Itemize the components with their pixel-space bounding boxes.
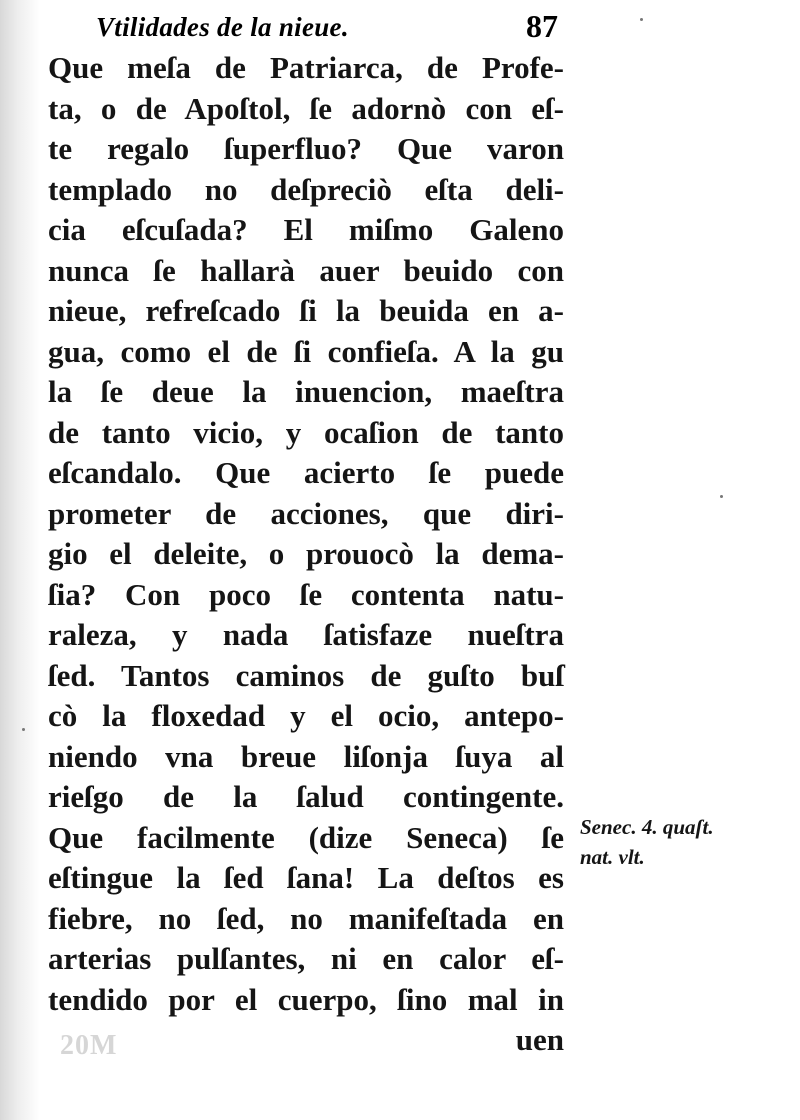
body-line: Que meſa de Patriarca, de Profe- <box>48 50 564 85</box>
body-line: de tanto vicio, y ocaſion de tanto <box>48 414 564 450</box>
body-line: nieue, refreſcado ſi la beuida en a- <box>48 293 564 328</box>
paper-speck <box>640 18 643 21</box>
body-line: nunca ſe hallarà auer beuido con <box>48 252 564 288</box>
body-line: arterias pulſantes, ni en calor eſ- <box>48 941 564 976</box>
body-line: cò la floxedad y el ocio, antepo- <box>48 698 564 733</box>
body-line: eſcandalo. Que acierto ſe puede <box>48 455 564 490</box>
paper-speck <box>22 728 25 731</box>
body-line: te regalo ſuperfluo? Que varon <box>48 131 564 166</box>
library-stamp: 20M <box>60 1030 118 1061</box>
body-line: rieſgo de la ſalud contingente. <box>48 779 564 814</box>
page-gutter-shadow <box>0 0 40 1120</box>
body-line: la ſe deue la inuencion, maeſtra <box>48 374 564 409</box>
body-line: gio el deleite, o prouocò la dema- <box>48 536 564 571</box>
body-line: tendido por el cuerpo, ſino mal in <box>48 981 564 1017</box>
body-line: templado no deſpreciò eſta deli- <box>48 171 564 207</box>
margin-note-line: Senec. 4. quaſt. <box>580 815 714 839</box>
body-line: gua, como el de ſi confieſa. A la gu <box>48 333 564 369</box>
running-head-title: Vtilidades de la nieue. <box>96 12 349 42</box>
page-number: 87 <box>526 8 558 44</box>
body-line: eſtingue la ſed ſana! La deſtos es <box>48 860 564 895</box>
body-line: fiebre, no ſed, no manifeſtada en <box>48 900 564 936</box>
body-line: ta, o de Apoſtol, ſe adornò con eſ- <box>48 90 564 126</box>
body-line: ſed. Tantos caminos de guſto buſ <box>48 657 564 693</box>
catchword: uen <box>515 1022 564 1057</box>
body-line: ſia? Con poco ſe contenta natu- <box>48 576 564 612</box>
margin-note-line: nat. vlt. <box>580 845 645 869</box>
body-line: cia eſcuſada? El miſmo Galeno <box>48 212 564 247</box>
body-line: prometer de acciones, que diri- <box>48 495 564 531</box>
paper-speck <box>720 495 723 498</box>
body-line: raleza, y nada ſatisfaze nueſtra <box>48 617 564 652</box>
body-line: niendo vna breue liſonja ſuya al <box>48 738 564 774</box>
margin-note <box>580 812 800 872</box>
body-text <box>48 48 564 1061</box>
running-head <box>96 8 558 48</box>
body-line: Que facilmente (dize Seneca) ſe <box>48 819 564 855</box>
